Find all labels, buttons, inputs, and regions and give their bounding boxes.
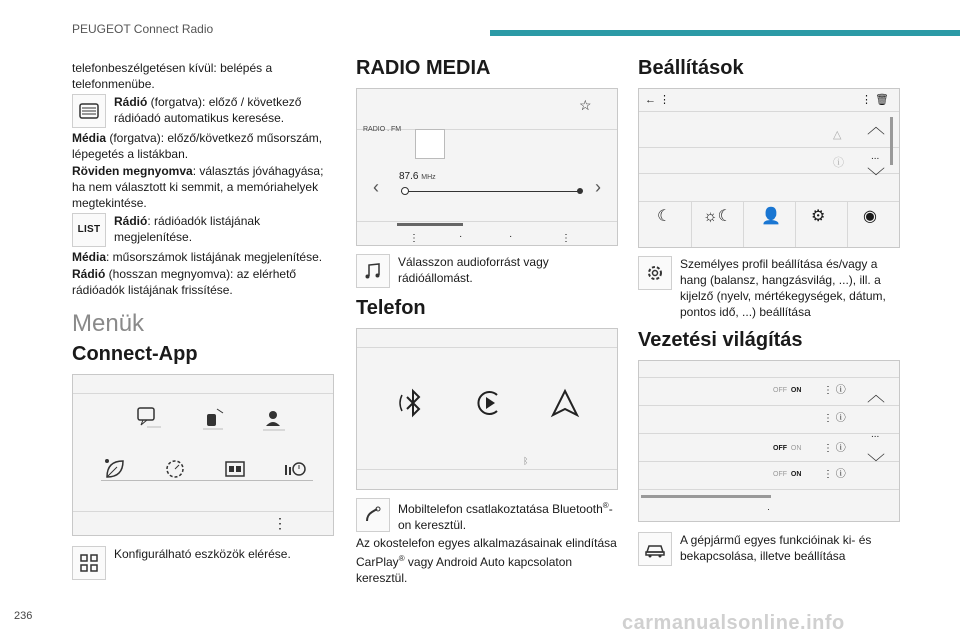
eco-leaf-icon [101,455,129,487]
short-press-text: : választás jóváhagyása; ha nem választott ki semmit, a memóriahelyek megtekintése. [72,164,324,210]
running-header: PEUGEOT Connect Radio [72,22,214,36]
scroll-up-chevron-icon[interactable]: ︿ [867,385,885,405]
media-grid-icon [221,455,249,487]
ellipsis-icon: ... [871,429,880,440]
page-number: 236 [14,610,33,622]
list-long-text: (hosszan megnyomva): az elérhető rádióadók listájának frissítése. [72,267,297,297]
info-icon[interactable]: ⋮ ⓘ [823,443,846,454]
lighting-heading: Vezetési világítás [638,329,803,351]
phone-screen [356,328,618,490]
settings-desc: Személyes profil beállítása és/vagy a hang (balansz, hangzásvilág, ...), ill. a kijelző (nyelv, mértékegységek, dátum, pontos idő, ...) beállítása [680,257,886,319]
android-auto-icon[interactable] [547,385,583,425]
settings-heading: Beállítások [638,57,744,79]
connect-app-screen [72,374,334,536]
car-icon [638,532,672,566]
header-accent-bar [490,30,960,36]
phone-desc-block: Mobiltelefon csatlakoztatása Bluetooth®-on keresztül. [356,498,621,533]
radio-label: Rádió [114,95,148,109]
info-icon[interactable]: ⋮ ⓘ [823,469,846,480]
bluetooth-status-icon: ᛒ [523,456,529,466]
apps-grid-icon [72,546,106,580]
service-clock-icon [281,455,309,487]
toggle-row-3[interactable]: OFF ON [773,445,802,452]
radio-text: (forgatva): előző / következő rádióadó automatikus keresése. [114,95,302,125]
radio-source-label: RADIO . FM [363,126,402,133]
screen-indicator-bar [641,495,771,498]
column-middle: RADIO MEDIA RADIO . FM ☆ 87.6 MHz ‹ › ⋮ · · ⋮ Válasszon audioforrást vagy rádióállomást. Telefon ᛒ Mobiltelefon csatlakoztatása Bluetooth®-on keresztül. Az okostelefon egyes alkalmazásainak elindítása CarPlay® vagy Android Auto kapcsolaton keresztül. [356,60,621,587]
short-press-label: Röviden megnyomva [72,164,193,178]
page-dot: · [767,504,770,514]
info-icon[interactable]: ⋮ ⓘ [823,413,846,424]
music-note-icon [356,254,390,288]
tuning-slider-end [577,188,583,194]
lighting-desc-block [638,532,902,566]
page-dot: · [509,231,513,242]
next-chevron-icon[interactable]: › [595,177,601,197]
tuning-slider[interactable] [401,191,581,192]
engine-gauge-icon [161,455,189,487]
media-label: Média [72,131,107,145]
phone-handset-icon [356,498,390,532]
tuning-slider-handle[interactable] [401,187,409,195]
scroll-wheel-icon [72,94,106,128]
settings-screen [638,88,900,248]
phone-heading: Telefon [356,297,426,319]
back-arrow-icon[interactable]: ← ⋮ [645,94,671,106]
delete-profile-icon[interactable]: ⋮ 🗑 [860,94,889,106]
list-radio-label: Rádió [114,214,148,228]
lighting-screen [638,360,900,522]
settings-scrollbar[interactable] [890,117,893,165]
connect-app-heading: Connect-App [72,343,198,365]
info-icon[interactable]: ⋮ ⓘ [823,385,846,396]
column-left [72,60,337,582]
scroll-down-chevron-icon[interactable]: ﹀ [867,453,885,473]
ellipsis-icon: ... [871,151,880,162]
list-button-block [72,213,337,247]
column-right [638,57,902,568]
radio-media-screen [356,88,618,246]
media-text: (forgatva): előző/következő műsorszám, lépegetés a listákban. [72,131,323,161]
scroll-wheel-block [72,94,337,128]
list-radio-text: : rádióadók listájának megjelenítése. [114,214,261,244]
lighting-desc: A gépjármű egyes funkcióinak ki- és bekapcsolása, illetve beállítása [680,533,872,563]
voice-settings-icon[interactable]: ◉ [863,208,877,225]
toggle-row-1[interactable]: OFF ON [773,387,802,394]
frequency-display: 87.6 MHz [399,171,436,182]
watermark: carmanualsonline.info [622,612,845,634]
radio-media-heading: RADIO MEDIA [356,57,491,79]
settings-desc-block [638,256,902,320]
connect-app-desc-block [72,546,337,580]
scroll-up-chevron-icon[interactable]: ︿ [867,117,885,137]
list-button-icon: LIST [72,213,106,247]
info-icon: ⓘ [833,157,844,169]
profile-icon[interactable]: 👤 [761,208,781,225]
menus-heading: Menük [72,310,145,337]
contact-icon [259,405,287,437]
favourite-star-icon[interactable]: ☆ [579,97,592,113]
settings-gear-icon [638,256,672,290]
more-options-icon[interactable]: ⋮ [561,233,571,244]
more-options-icon[interactable]: ⋮ [409,233,419,244]
night-mode-icon[interactable]: ☾ [657,208,672,225]
sms-icon [135,405,163,437]
list-media-text: : műsorszámok listájának megjelenítése. [106,250,323,264]
station-artwork [415,129,445,159]
fuel-icon [199,405,227,437]
list-media-label: Média [72,250,107,264]
more-options-icon[interactable]: ⋮ [273,515,287,531]
radio-desc-block [356,254,621,288]
bluetooth-icon[interactable] [395,385,431,425]
settings-gear-icon[interactable]: ⚙ [811,208,826,225]
previous-chevron-icon[interactable]: ‹ [373,177,379,197]
scroll-down-chevron-icon[interactable]: ﹀ [867,167,885,187]
carplay-icon[interactable] [471,385,507,425]
screen-indicator-bar [397,223,463,226]
intro-text: telefonbeszélgetésen kívül: belépés a telefonmenübe. [72,61,273,91]
toggle-row-4[interactable]: OFF ON [773,471,802,478]
day-night-icon[interactable]: ☼☾ [703,208,733,225]
radio-desc: Válasszon audioforrást vagy rádióállomást. [398,255,549,285]
page-dot: · [459,231,463,242]
warning-icon: △ [833,129,842,141]
list-long-label: Rádió [72,267,106,281]
connect-app-desc: Konfigurálható eszközök elérése. [114,547,291,561]
